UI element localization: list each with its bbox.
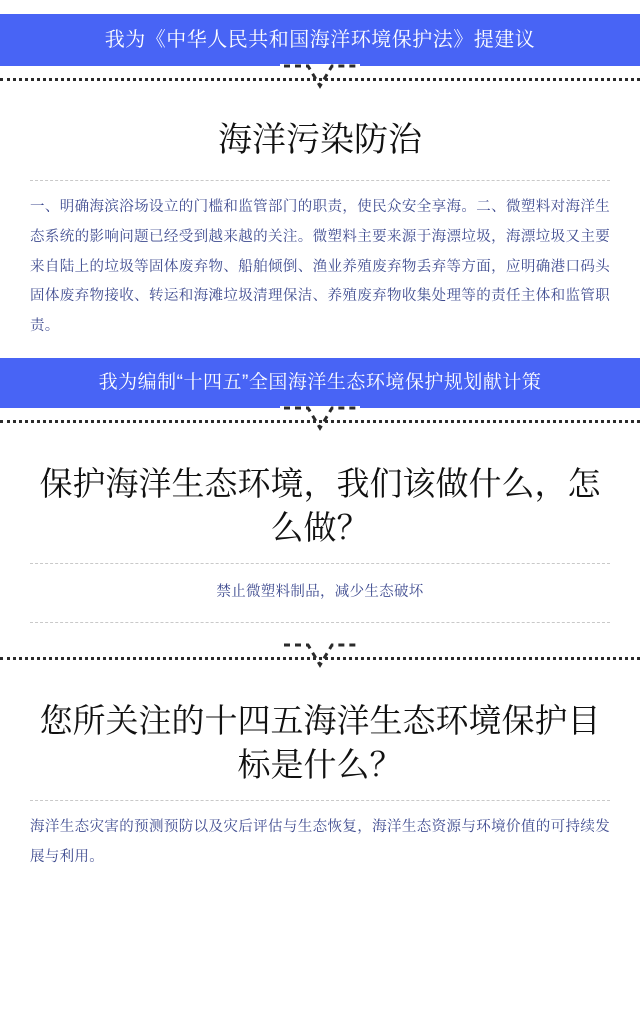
rule-top-3 <box>30 800 610 801</box>
notch-arrow-icon <box>280 643 360 673</box>
rule-top-1 <box>30 180 610 181</box>
divider-3 <box>0 645 640 683</box>
divider-2 <box>0 408 640 446</box>
section-marine-pollution <box>0 118 640 342</box>
notch-arrow-icon <box>280 64 360 94</box>
section-body-2: 禁止微塑料制品，减少生态破坏 <box>216 584 424 601</box>
section-title-2: 保护海洋生态环境，我们该做什么，怎么做？ <box>39 465 601 546</box>
section-title-1: 海洋污染防治 <box>218 121 422 159</box>
banner-proposal-marine-law: 我为《中华人民共和国海洋环境保护法》提建议 <box>0 14 640 66</box>
banner-14th-five-year-plan: 我为编制“十四五”全国海洋生态环境保护规划献计策 <box>0 358 640 409</box>
rule-top-2 <box>30 563 610 564</box>
infographic-page <box>0 14 640 1030</box>
section-protection-goals <box>0 699 640 873</box>
rule-bottom-2 <box>30 622 610 623</box>
section-what-to-do <box>0 462 640 623</box>
divider-1 <box>0 66 640 104</box>
notch-arrow-icon <box>280 406 360 436</box>
section-body-1: 一、明确海滨浴场设立的门槛和监管部门的职责，使民众安全享海。二、微塑料对海洋生态系统的影响问题已经受到越来越的关注。微塑料主要来源于海漂垃圾，海漂垃圾又主要来自陆上的垃圾等固体废弃物、船舶倾倒、渔业养殖废弃物丢弃等方面，应明确港口码头固体废弃物接收、转运和海滩垃圾清理保洁、养殖废弃物收集处理等的责任主体和监管职责。 <box>30 199 610 335</box>
section-body-3: 海洋生态灾害的预测预防以及灾后评估与生态恢复，海洋生态资源与环境价值的可持续发展与利用。 <box>30 819 610 865</box>
section-title-3: 您所关注的十四五海洋生态环境保护目标是什么？ <box>39 702 601 783</box>
